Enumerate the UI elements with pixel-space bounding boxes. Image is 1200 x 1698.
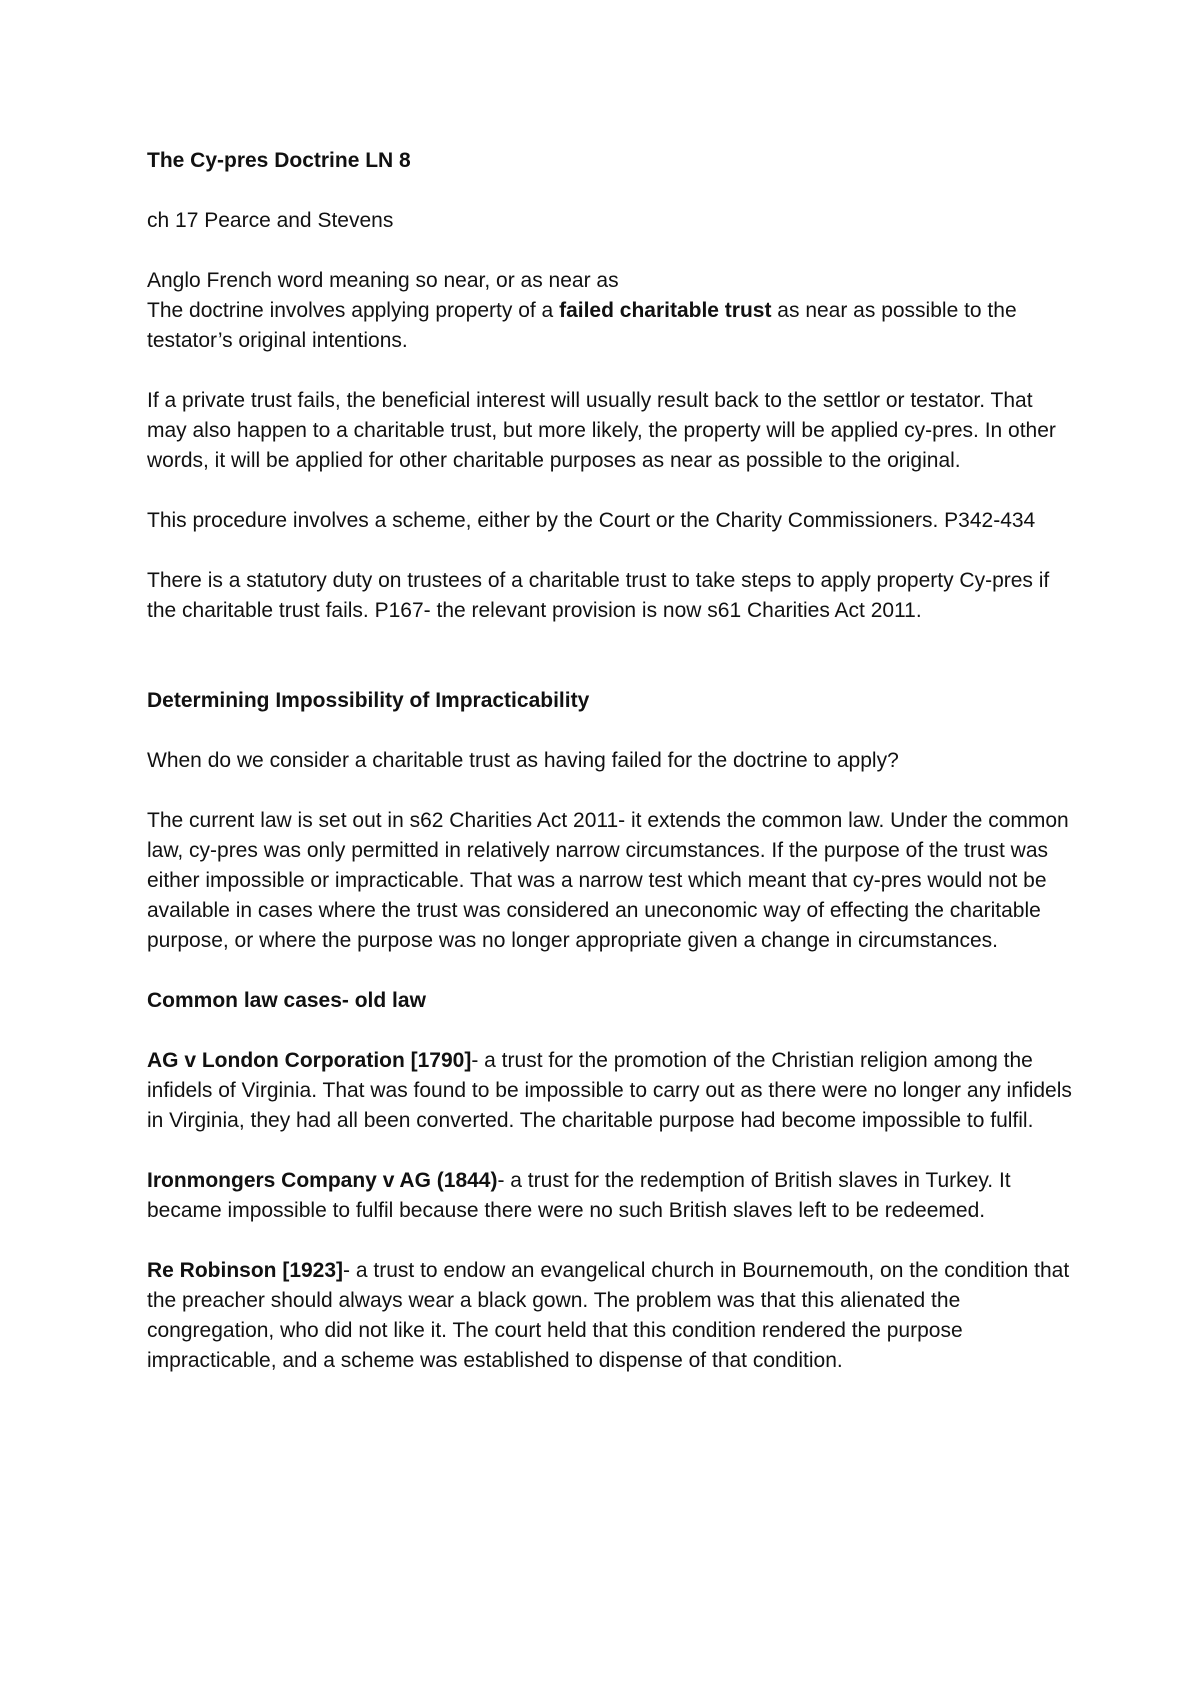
definition-line: Anglo French word meaning so near, or as near as: [147, 269, 619, 292]
doctrine-intro-paragraph: [147, 296, 1077, 356]
procedure-paragraph: This procedure involves a scheme, either by the Court or the Charity Commissioners. P342-434: [147, 509, 1036, 532]
doctrine-intro-after: as near as possible to the testator’s original intentions.: [147, 299, 1017, 352]
statutory-duty-paragraph: There is a statutory duty on trustees of a charitable trust to take steps to apply property Cy-pres if the charitable trust fails. P167- the relevant provision is now s61 Charities Act 2011.: [147, 569, 1050, 622]
case-text: - a trust for the redemption of British slaves in Turkey. It became impossible to fulfil because there were no such British slaves left to be redeemed.: [147, 1169, 1011, 1222]
reference-line: ch 17 Pearce and Stevens: [147, 209, 394, 232]
failure-question: When do we consider a charitable trust as having failed for the doctrine to apply?: [147, 749, 899, 772]
doctrine-intro-emphasis: failed charitable trust: [559, 299, 772, 322]
document-title: The Cy-pres Doctrine LN 8: [147, 149, 411, 172]
case-name: Re Robinson [1923]: [147, 1259, 344, 1282]
cases-heading: Common law cases- old law: [147, 989, 426, 1012]
case-paragraph: [147, 1256, 1077, 1376]
document-body: [147, 146, 1077, 1406]
private-trust-paragraph: If a private trust fails, the beneficial interest will usually result back to the settlor or testator. That may also happen to a charitable trust, but more likely, the property will be applied cy-pres. In other words, it will be applied for other charitable purposes as near as possible to the original.: [147, 389, 1056, 472]
case-text: - a trust for the promotion of the Christian religion among the infidels of Virginia. That was found to be impossible to carry out as there were no longer any infidels in Virginia, they had all been converted. The charitable purpose had become impossible to fulfil.: [147, 1049, 1072, 1132]
case-paragraph: [147, 1046, 1077, 1136]
case-name: AG v London Corporation [1790]: [147, 1049, 472, 1072]
impossibility-heading: Determining Impossibility of Impracticability: [147, 689, 590, 712]
current-law-paragraph: The current law is set out in s62 Charities Act 2011- it extends the common law. Under the common law, cy-pres was only permitted in relatively narrow circumstances. If the purpose of the trust was either impossible or impracticable. That was a narrow test which meant that cy-pres would not be available in cases where the trust was considered an uneconomic way of effecting the charitable purpose, or where the purpose was no longer appropriate given a change in circumstances.: [147, 809, 1069, 952]
case-name: Ironmongers Company v AG (1844): [147, 1169, 498, 1192]
case-text: - a trust to endow an evangelical church in Bournemouth, on the condition that the preacher should always wear a black gown. The problem was that this alienated the congregation, who did not like it. The court held that this condition rendered the purpose impracticable, and a scheme was established to dispense of that condition.: [147, 1259, 1070, 1372]
doctrine-intro-before: The doctrine involves applying property of a: [147, 299, 560, 322]
case-paragraph: [147, 1166, 1077, 1226]
